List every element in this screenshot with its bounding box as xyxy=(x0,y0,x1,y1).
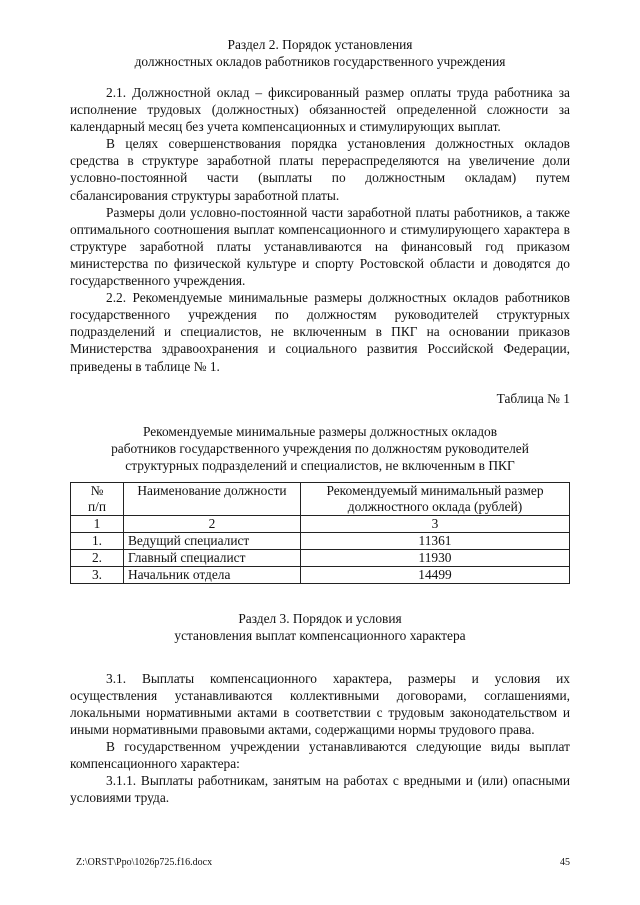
paragraph-2-1-b: В целях совершенствования порядка установления должностных окладов средства в структуре заработной платы перераспределяются на увеличение доли условно-постоянной части (выплаты по должностным окладам) путем сбалансирования структуры заработной платы. xyxy=(70,136,570,203)
row-position: Главный специалист xyxy=(124,549,301,566)
row-num: 3. xyxy=(71,566,124,583)
header-num-line: № xyxy=(90,482,104,498)
section-2-heading xyxy=(70,36,570,70)
table-row xyxy=(71,532,570,549)
file-path: Z:\ORST\Ppo\1026p725.f16.docx xyxy=(76,857,213,868)
colnum-cell: 2 xyxy=(124,515,301,532)
paragraph-3-1: 3.1. Выплаты компенсационного характера, размеры и условия их осуществления устанавливаются коллективными договорами, соглашениями, локальными нормативными актами в соответствии с трудовым законодательством и иными нормативными правовыми актами, содержащими нормы трудового права. xyxy=(70,670,570,737)
table-colnum-row xyxy=(71,515,570,532)
row-position: Ведущий специалист xyxy=(124,532,301,549)
section-3-heading xyxy=(70,610,570,644)
table-caption xyxy=(70,423,570,474)
header-num xyxy=(71,482,124,515)
table-label: Таблица № 1 xyxy=(496,390,570,406)
row-salary: 11361 xyxy=(301,532,570,549)
document-page xyxy=(70,36,570,806)
header-name: Наименование должности xyxy=(124,482,301,515)
table-header-row xyxy=(71,482,570,515)
table-row xyxy=(71,566,570,583)
row-num: 2. xyxy=(71,549,124,566)
table-caption-line: структурных подразделений и специалистов, не включенным в ПКГ xyxy=(125,457,515,473)
table-row xyxy=(71,549,570,566)
salary-table xyxy=(70,482,570,584)
row-position: Начальник отдела xyxy=(124,566,301,583)
paragraph-3-1-b: В государственном учреждении устанавливаются следующие виды выплат компенсационного характера: xyxy=(70,738,570,772)
section-2-subtitle: должностных окладов работников государственного учреждения xyxy=(134,54,506,69)
colnum-cell: 3 xyxy=(301,515,570,532)
row-salary: 11930 xyxy=(301,549,570,566)
header-value-line: должностного оклада (рублей) xyxy=(347,498,523,514)
table-caption-line: работников государственного учреждения по должностям руководителей xyxy=(111,440,529,456)
header-num-line: п/п xyxy=(87,498,107,514)
section-2-title: Раздел 2. Порядок установления xyxy=(227,37,413,52)
paragraph-3-1-1: 3.1.1. Выплаты работникам, занятым на работах с вредными и (или) опасными условиями труда. xyxy=(70,773,570,806)
page-number: 45 xyxy=(560,857,570,868)
header-value-line: Рекомендуемый минимальный размер xyxy=(326,482,544,498)
paragraph-2-1-c: Размеры доли условно-постоянной части заработной платы работников, а также оптимального соотношения выплат компенсационного и стимулирующего характера в структуре заработной платы устанавливаются на финансовый год приказом министерства по физической культуре и спорту Ростовской области и доводятся до государственного учреждения. xyxy=(70,204,570,289)
header-value xyxy=(301,482,570,515)
section-3-title: Раздел 3. Порядок и условия xyxy=(238,610,402,626)
paragraph-2-2: 2.2. Рекомендуемые минимальные размеры должностных окладов работников государственного учреждения по должностям руководителей структурных подразделений и специалистов, не включенным в ПКГ на основании приказов Министерства здравоохранения и социального развития Российской Федерации, приведены в таблице № 1. xyxy=(70,290,570,374)
row-num: 1. xyxy=(71,532,124,549)
colnum-cell: 1 xyxy=(71,515,124,532)
table-caption-line: Рекомендуемые минимальные размеры должностных окладов xyxy=(142,423,498,439)
section-3-subtitle: установления выплат компенсационного характера xyxy=(174,627,466,643)
row-salary: 14499 xyxy=(301,566,570,583)
paragraph-2-1: 2.1. Должностной оклад – фиксированный размер оплаты труда работника за исполнение трудовых (должностных) обязанностей определенной сложности за календарный месяц без учета компенсационных и стимулирующих выплат. xyxy=(70,85,570,135)
